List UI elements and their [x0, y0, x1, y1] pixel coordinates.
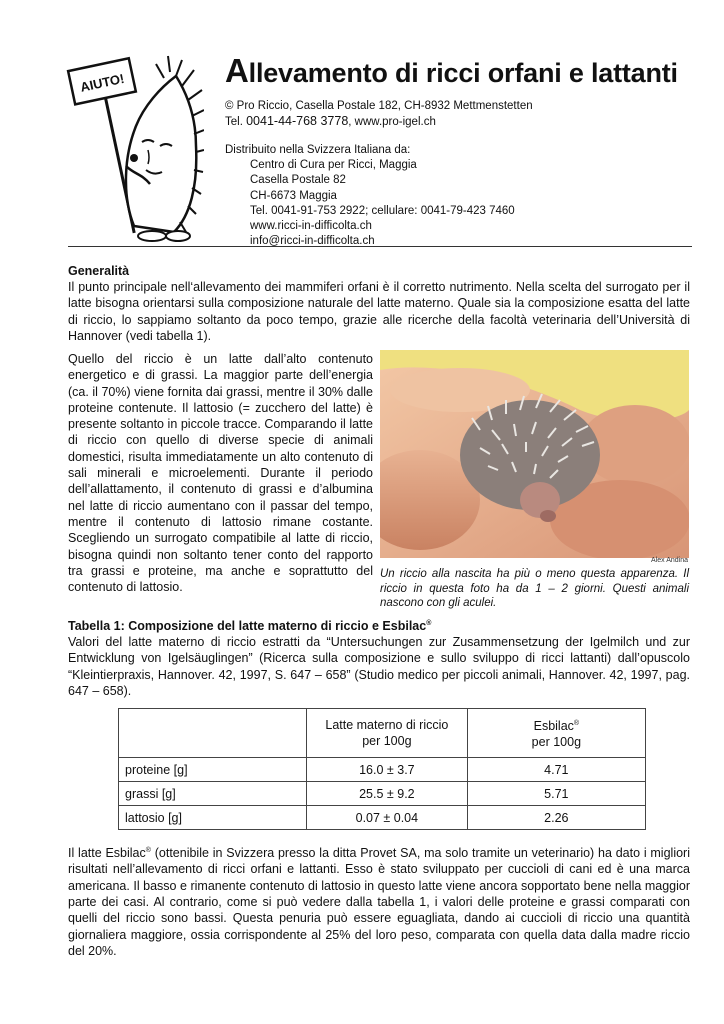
document-title: Allevamento di ricci orfani e lattanti [225, 52, 678, 89]
paragraph-latte-riccio: Quello del riccio è un latte dall’alto contenuto energetico e di grassi. La maggior parte dell’energia (ca. il 70%) viene fornita dai grassi, mentre il 30% dalle proteine contenute. Il lattosio (= zucchero del latte) è presente soltanto in piccole tracce. Comparando il latte di riccio con quello di diverse specie di animali domestici, risulta immediatamente un alto contenuto di sali minerali e microelementi. Durante il periodo dell’allattamento, il contenuto di grassi e d’albumina nel latte di riccio aumentano con il passar del tempo, mentre il contenuto di lattosio rimane costante. Scegliendo un surrogato compatibile al latte di riccio, bisogna quindi non soltanto tener conto del rapporto tra grassi e proteine, ma anche e soprattutto del contenuto di lattosio. [68, 352, 373, 595]
hedgehog-logo [64, 46, 204, 246]
table-header-esbilac: Esbilac® per 100g [467, 709, 645, 758]
distributor-label: Distribuito nella Svizzera Italiana da: [225, 144, 411, 156]
distributor-line: CH-6673 Maggia [250, 189, 337, 202]
table-row [119, 806, 646, 830]
contact-info [225, 99, 533, 130]
table-cell-riccio: 25.5 ± 9.2 [307, 782, 468, 806]
contact-address: © Pro Riccio, Casella Postale 182, CH-8932 Mettmenstetten [225, 100, 533, 112]
table-row [119, 782, 646, 806]
distributor-line: Centro di Cura per Ricci, Maggia [250, 159, 417, 172]
distributor-line: www.ricci-in-difficolta.ch [250, 220, 372, 233]
distributor-line: info@ricci-in-difficolta.ch [250, 235, 375, 248]
table-cell-label: grassi [g] [119, 782, 307, 806]
distributor-line: Tel. 0041-91-753 2922; cellulare: 0041-79-423 7460 [250, 204, 515, 217]
table-cell-label: proteine [g] [119, 758, 307, 782]
logo-sign-text: AIUTO! [78, 70, 126, 95]
table-title: Tabella 1: Composizione del latte materno di riccio e Esbilac® [68, 619, 432, 633]
distributor-line: Casella Postale 82 [250, 174, 346, 187]
table-row [119, 758, 646, 782]
header-divider [68, 246, 692, 247]
composition-table [118, 708, 646, 830]
table-cell-riccio: 0.07 ± 0.04 [307, 806, 468, 830]
contact-phone-web: Tel. 0041-44-768 3778, www.pro-igel.ch [225, 114, 436, 128]
table-cell-riccio: 16.0 ± 3.7 [307, 758, 468, 782]
distributor-info [225, 143, 515, 249]
newborn-hedgehog-photo [380, 350, 689, 558]
table-cell-esbilac: 5.71 [467, 782, 645, 806]
table-header-row [119, 709, 646, 758]
table-cell-esbilac: 2.26 [467, 806, 645, 830]
table-cell-esbilac: 4.71 [467, 758, 645, 782]
table-cell-label: lattosio [g] [119, 806, 307, 830]
paragraph-generalita: Il punto principale nell‘allevamento dei mammiferi orfani è il corretto nutrimento. Nella scelta del surrogato per il latte bisogna orientarsi sulla composizione naturale del latte materno. Quale sia la composizione esatta del latte di riccio, lo sappiamo soltanto da poco tempo, grazie alle ricerche della facoltà veterinaria dell’Università di Hannover (vedi tabella 1). [68, 280, 690, 343]
section-title-generalita: Generalità [68, 264, 130, 278]
photo-credit: Alex Andina [651, 557, 688, 564]
paragraph-esbilac: Il latte Esbilac® (ottenibile in Svizzera presso la ditta Provet SA, ma solo tramite un veterinario) ha dato i migliori risultati nell’allevamento di ricci orfani e lattanti. Esso è stato sviluppato per cuccioli di cani ed è una marca americana. Il basso e rimanente contenuto di lattosio in questo latte viene ancora sopportato bene nella maggior parte dei casi. Al contrario, come si può vedere dalla tabella 1, i valori delle proteine e grassi comparati con quelli del riccio sono bassi. Questa penuria può essere eguagliata, dando ai cuccioli di riccio una quantità giornaliera maggiore, ossia corrispondente al 25% del loro peso, comparata con quella data dalla madre riccio del 20%. [68, 846, 690, 958]
table-intro: Valori del latte materno di riccio estratti da “Untersuchungen zur Zusammensetzung der Igelmilch und zur Entwicklung von Igelsäuglingen” (Ricerca sulla composizione e sullo sviluppo di ricci lattanti) dall’opuscolo “Kleintierpraxis, Hannover. 42, 1997, S. 647 – 658” (Studio medico per piccoli animali, Hannover. 42, 1997, pag. 647 – 658). [68, 635, 690, 698]
table-header-empty [119, 709, 307, 758]
photo-caption: Un riccio alla nascita ha più o meno questa apparenza. Il riccio in questa foto ha da 1 – 2 giorni. Questi animali nascono con gli aculei. [380, 568, 689, 610]
table-header-riccio: Latte materno di riccio per 100g [307, 709, 468, 758]
